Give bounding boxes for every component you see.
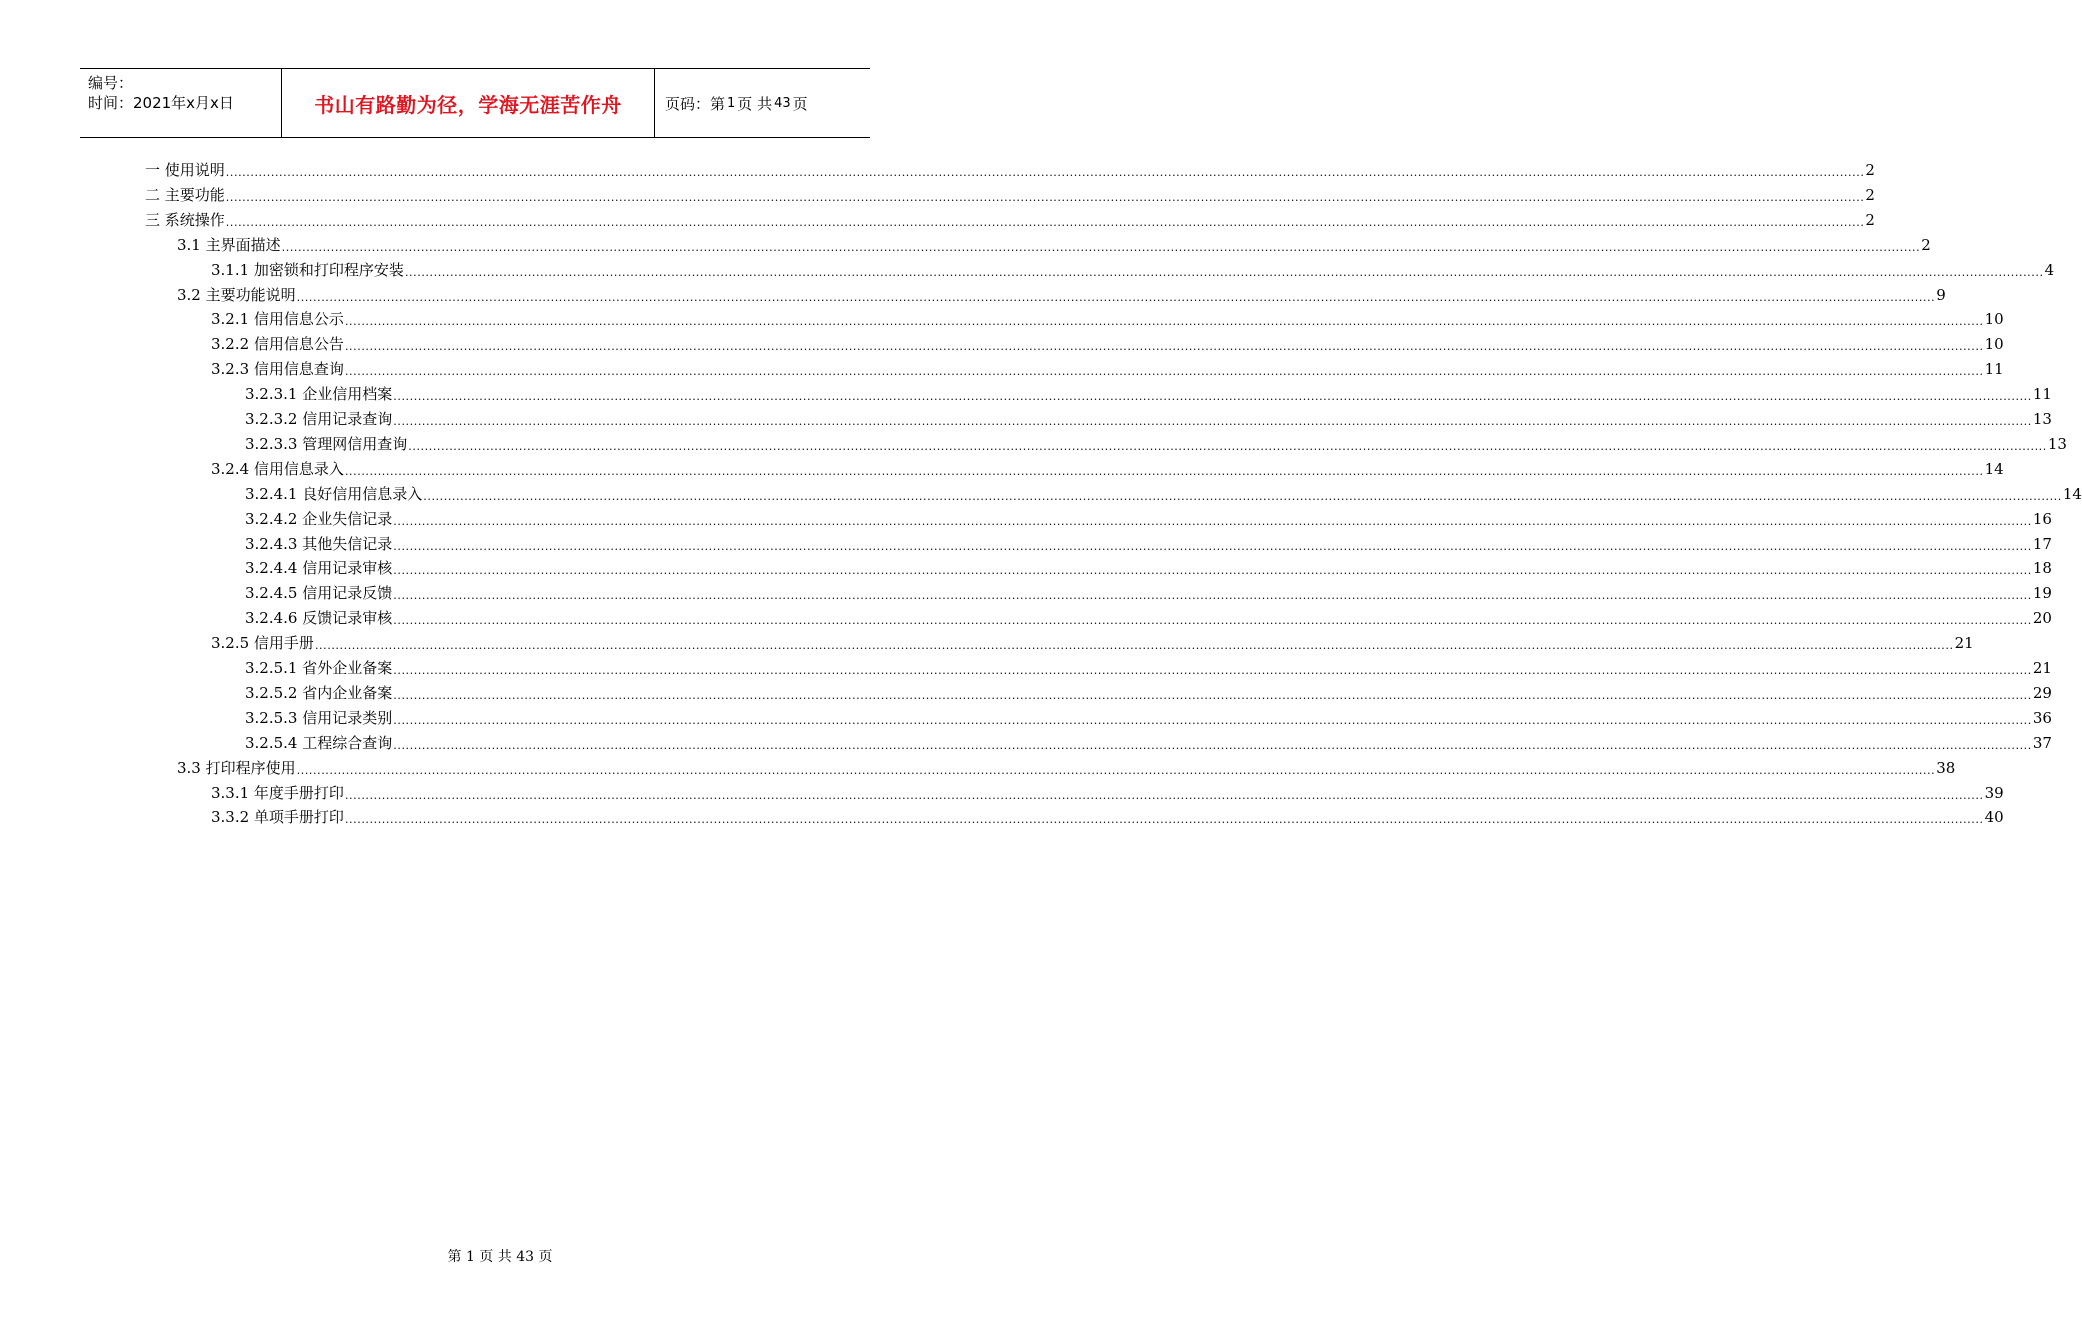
toc-entry-page: 13: [2032, 410, 2052, 428]
toc-leader-dots: ................................................................................................................................................................................................................................................................................................................................................................................................................: [393, 614, 2032, 628]
toc-entry-page: 39: [1984, 783, 2004, 802]
toc-entry[interactable]: [145, 158, 1875, 183]
toc-leader-dots: ................................................................................................................................................................................................................................................................................................................................................................................................................: [344, 340, 1984, 354]
toc-entry-label: 3.2.4 信用信息录入: [211, 459, 344, 478]
toc-entry[interactable]: [245, 706, 2052, 731]
header-page-info: [655, 69, 870, 137]
toc-entry-page: 29: [2032, 683, 2052, 702]
toc-leader-dots: ................................................................................................................................................................................................................................................................................................................................................................................................................: [344, 315, 1984, 329]
toc-entry-page: 16: [2032, 509, 2052, 528]
toc-entry-label: 3.2.4.6 反馈记录审核: [245, 609, 393, 628]
toc-entry[interactable]: [245, 482, 2082, 507]
header-motto: 书山有路勤为径，学海无涯苦作舟: [282, 69, 655, 137]
toc-leader-dots: ................................................................................................................................................................................................................................................................................................................................................................................................................: [344, 788, 1984, 802]
toc-entry-page: 4: [2044, 260, 2055, 279]
toc-leader-dots: ................................................................................................................................................................................................................................................................................................................................................................................................................: [393, 688, 2032, 702]
toc-entry-label: 3.2.5.1 省外企业备案: [245, 659, 393, 677]
toc-entry[interactable]: [211, 631, 1974, 656]
toc-leader-dots: ................................................................................................................................................................................................................................................................................................................................................................................................................: [393, 564, 2032, 578]
toc-entry-label: 3.2.3.2 信用记录查询: [245, 410, 393, 428]
toc-entry-page: 36: [2032, 708, 2052, 727]
toc-leader-dots: ................................................................................................................................................................................................................................................................................................................................................................................................................: [393, 514, 2032, 528]
toc-entry[interactable]: [211, 258, 2055, 283]
toc-entry-label: 三 系统操作: [145, 210, 225, 229]
toc-entry-page: 2: [1921, 235, 1931, 254]
toc-entry-label: 3.2.5.4 工程综合查询: [245, 733, 393, 752]
toc-entry-page: 13: [2047, 434, 2067, 453]
toc-leader-dots: ................................................................................................................................................................................................................................................................................................................................................................................................................: [296, 290, 1936, 304]
time-label: 时间：2021年x月x日: [88, 94, 234, 112]
toc-leader-dots: ................................................................................................................................................................................................................................................................................................................................................................................................................: [408, 439, 2047, 453]
toc-entry-label: 3.1 主界面描述: [177, 235, 281, 254]
toc-entry[interactable]: [245, 532, 2052, 557]
toc-entry-page: 40: [1984, 808, 2004, 827]
toc-entry-label: 3.2 主要功能说明: [177, 285, 296, 304]
toc-leader-dots: ................................................................................................................................................................................................................................................................................................................................................................................................................: [393, 664, 2032, 677]
toc-entry-label: 3.2.5.3 信用记录类别: [245, 708, 393, 727]
toc-leader-dots: ................................................................................................................................................................................................................................................................................................................................................................................................................: [344, 813, 1984, 827]
page-footer: 第 1 页 共 43 页: [447, 1249, 553, 1265]
toc-entry-label: 3.2.4.1 良好信用信息录入: [245, 484, 423, 503]
toc-entry-label: 3.2.4.5 信用记录反馈: [245, 584, 393, 603]
toc-entry-label: 3.2.5.2 省内企业备案: [245, 683, 393, 702]
toc-entry[interactable]: [245, 507, 2052, 532]
toc-leader-dots: ................................................................................................................................................................................................................................................................................................................................................................................................................: [393, 390, 2032, 404]
toc-leader-dots: ................................................................................................................................................................................................................................................................................................................................................................................................................: [393, 713, 2032, 727]
toc-entry-page: 17: [2032, 534, 2052, 553]
toc-entry-page: 2: [1865, 161, 1875, 179]
toc-entry[interactable]: [245, 731, 2052, 756]
toc-entry[interactable]: [245, 681, 2052, 706]
toc-entry[interactable]: [211, 307, 2004, 332]
toc-entry-page: 38: [1936, 758, 1956, 777]
toc-entry[interactable]: [177, 756, 1956, 781]
toc-entry-page: 2: [1865, 185, 1875, 204]
toc-entry[interactable]: [245, 606, 2052, 631]
toc-entry-label: 3.2.1 信用信息公示: [211, 310, 344, 329]
toc-entry-label: 3.2.5 信用手册: [211, 634, 314, 653]
toc-leader-dots: ................................................................................................................................................................................................................................................................................................................................................................................................................: [225, 215, 1865, 229]
toc-leader-dots: ................................................................................................................................................................................................................................................................................................................................................................................................................: [314, 639, 1954, 653]
page-suffix: 页: [792, 94, 808, 113]
toc-entry[interactable]: [211, 781, 2004, 806]
toc-entry-page: 9: [1936, 285, 1946, 304]
toc-leader-dots: ................................................................................................................................................................................................................................................................................................................................................................................................................: [393, 589, 2032, 603]
toc-leader-dots: ................................................................................................................................................................................................................................................................................................................................................................................................................: [281, 240, 1921, 254]
header-meta: [80, 69, 282, 137]
toc-entry-label: 3.2.3.1 企业信用档案: [245, 385, 393, 404]
page-prefix: 页码：第: [665, 94, 726, 113]
toc-entry-page: 37: [2032, 733, 2052, 752]
toc-entry-label: 3.3 打印程序使用: [177, 758, 296, 777]
toc-leader-dots: ................................................................................................................................................................................................................................................................................................................................................................................................................: [225, 190, 1865, 204]
toc-entry-label: 3.2.4.2 企业失信记录: [245, 509, 393, 528]
toc-entry-page: 21: [2032, 659, 2052, 677]
toc-entry[interactable]: [177, 233, 1931, 258]
toc-entry[interactable]: [211, 332, 2004, 357]
toc-entry-page: 11: [1984, 360, 2004, 379]
toc-leader-dots: ................................................................................................................................................................................................................................................................................................................................................................................................................: [423, 489, 2062, 503]
toc-entry[interactable]: [245, 656, 2052, 681]
toc-entry[interactable]: [211, 357, 2004, 382]
toc-entry-page: 21: [1954, 634, 1974, 653]
toc-entry[interactable]: [245, 556, 2052, 581]
toc-leader-dots: ................................................................................................................................................................................................................................................................................................................................................................................................................: [393, 415, 2032, 428]
toc-entry[interactable]: [245, 581, 2052, 606]
toc-entry-page: 10: [1984, 335, 2004, 354]
toc-entry-label: 3.3.2 单项手册打印: [211, 808, 344, 827]
toc-entry-page: 10: [1984, 310, 2004, 329]
toc-entry[interactable]: [177, 283, 1946, 308]
toc-leader-dots: ................................................................................................................................................................................................................................................................................................................................................................................................................: [393, 738, 2032, 752]
toc-entry-page: 2: [1865, 210, 1875, 229]
toc-entry-label: 3.2.3.3 管理网信用查询: [245, 434, 408, 453]
toc-entry-label: 一 使用说明: [145, 161, 225, 179]
toc-leader-dots: ................................................................................................................................................................................................................................................................................................................................................................................................................: [225, 166, 1865, 179]
toc-entry-label: 3.2.4.3 其他失信记录: [245, 534, 393, 553]
toc-entry[interactable]: [245, 382, 2052, 407]
toc-entry-page: 18: [2032, 559, 2052, 578]
toc-entry-page: 19: [2032, 584, 2052, 603]
number-label: 编号：: [88, 74, 134, 92]
page-total: 43: [774, 95, 791, 111]
toc-leader-dots: ................................................................................................................................................................................................................................................................................................................................................................................................................: [344, 365, 1984, 379]
toc-entry[interactable]: [245, 432, 2067, 457]
toc-entry-label: 3.2.4.4 信用记录审核: [245, 559, 393, 578]
toc-entry-page: 11: [2032, 385, 2052, 404]
toc-entry[interactable]: [245, 407, 2052, 432]
toc-entry-label: 3.3.1 年度手册打印: [211, 783, 344, 802]
toc-entry[interactable]: [211, 805, 2004, 830]
toc-entry-page: 14: [2062, 484, 2082, 503]
toc-leader-dots: ................................................................................................................................................................................................................................................................................................................................................................................................................: [404, 265, 2044, 279]
toc-entry[interactable]: [145, 183, 1875, 208]
page-header: [80, 68, 870, 138]
toc-leader-dots: ................................................................................................................................................................................................................................................................................................................................................................................................................: [296, 763, 1936, 777]
toc-entry-label: 3.2.2 信用信息公告: [211, 335, 344, 354]
toc-entry-page: 20: [2032, 609, 2052, 628]
toc-entry[interactable]: [145, 208, 1875, 233]
toc-entry[interactable]: [211, 457, 2004, 482]
toc-entry-label: 3.1.1 加密锁和打印程序安装: [211, 260, 404, 279]
toc-entry-label: 二 主要功能: [145, 185, 225, 204]
page-mid: 页 共: [737, 94, 773, 113]
toc-entry-page: 14: [1984, 459, 2004, 478]
page-current: 1: [727, 95, 736, 111]
toc-entry-label: 3.2.3 信用信息查询: [211, 360, 344, 379]
toc-leader-dots: ................................................................................................................................................................................................................................................................................................................................................................................................................: [344, 464, 1984, 478]
toc-leader-dots: ................................................................................................................................................................................................................................................................................................................................................................................................................: [393, 539, 2032, 553]
